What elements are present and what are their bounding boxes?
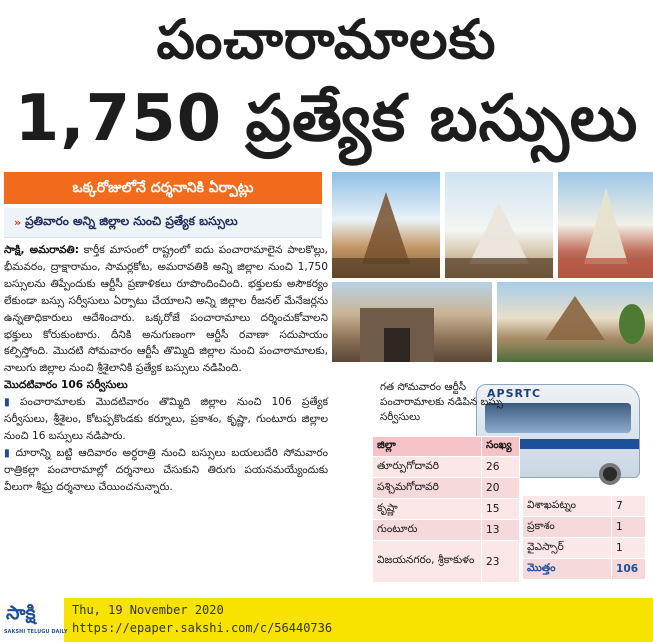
table-row [523, 538, 646, 559]
headline-line-1: పంచారామాలకు [156, 8, 497, 71]
logo-wordmark: సాక్షి [6, 602, 36, 624]
district-cell: పశ్చిమగోదావరి [373, 478, 482, 499]
table-row [373, 520, 520, 541]
bullet-item-1 [4, 394, 328, 445]
paragraph-text: కార్తీక మాసంలో రాష్ట్రంలో ఐదు పంచారామాలైన పాలకొల్లు, భీమవరం, ద్రాక్షారామం, సామర్లకోట, అమరావతికి అన్ని జిల్లాల నుంచి 1,750 బస్సులను తిప్పేందుకు ఆర్టీసీ ప్రణాళికలు రూపొందించింది. భక్తులకు అసౌకర్యం లేకుండా బస్సు సర్వీసులు ఏర్పాటు చేయాలని అన్ని జిల్లాల రీజనల్ మేనేజర్లను ఉన్నతాధికారులు ఆదేశించారు. ఒక్కరోజే పంచారామాలు దర్శించుకోవాలని భక్తులు కోరుకుంటారు. దీనికి అనుగుణంగా ఆర్టీసీ రవాణా సదుపాయం కల్పిస్తోంది. మొదటి సోమవారం ఆర్టీసీ తొమ్మిది జిల్లాల నుంచి పంచారామాలకు, నాలుగు జిల్లాల నుంచి శ్రీశైలానికి ప్రత్యేక బస్సులు నడిపింది. [4, 244, 328, 375]
temple-photo-5 [497, 282, 653, 362]
temple-photo-3 [558, 172, 653, 278]
epaper-link[interactable]: https://epaper.sakshi.com/c/56440736 [72, 621, 333, 635]
bullet-marker-icon: ▮ [4, 396, 10, 409]
table-total-row [523, 559, 646, 580]
total-label-cell: మొత్తం [523, 559, 612, 580]
table-row [523, 517, 646, 538]
temple-photo-1 [332, 172, 440, 278]
district-cell: ప్రకాశం [523, 517, 612, 538]
count-cell: 7 [612, 496, 646, 517]
sakshi-logo[interactable] [0, 598, 68, 642]
temple-photo-4 [332, 282, 492, 362]
services-table-left [372, 436, 520, 583]
article-body [4, 242, 328, 496]
headline-line-2: 1,750 ప్రత్యేక బస్సులు [14, 82, 639, 156]
article-subhead [4, 377, 328, 394]
table-title: గత సోమవారం ఆర్టీసీ పంచారామాలకు నడిపిన బస్సు సర్వీసులు [380, 381, 503, 423]
column-header-count: సంఖ్య [482, 437, 520, 457]
bullet-item-2 [4, 445, 328, 496]
subdeck-text: ప్రతివారం అన్ని జిల్లాల నుంచి ప్రత్యేక బస్సులు [25, 214, 238, 228]
table-row [373, 478, 520, 499]
services-table-right [522, 495, 646, 580]
table-header-row [373, 437, 520, 457]
bullet-text-2: దూరాన్ని బట్టి ఆదివారం అర్ధరాత్రి నుంచి బస్సులు బయలుదేరి సోమవారం రాత్రికల్లా పంచారామాల్లో దర్శనాలు చేసుకుని తిరుగు పయనమయ్యేందుకు వీలుగా శీఘ్ర దర్శనాలు చేయించనున్నారు. [4, 446, 328, 493]
table-row [373, 499, 520, 520]
kicker-banner: ఒక్కరోజులోనే దర్శనానికి ఏర్పాట్లు [4, 172, 322, 204]
column-header-district: జిల్లా [373, 437, 482, 457]
temple-photo-2 [445, 172, 553, 278]
district-cell: తూర్పుగోదావరి [373, 457, 482, 478]
logo-subtitle: SAKSHI TELUGU DAILY [4, 630, 68, 635]
count-cell: 20 [482, 478, 520, 499]
temple-photo-collage [332, 172, 653, 362]
bullet-marker-icon: ▮ [4, 446, 10, 459]
table-row [373, 457, 520, 478]
bullet-text-1: పంచారామాలకు మొదటివారం తొమ్మిది జిల్లాల నుంచి 106 ప్రత్యేక సర్వీసులు, శ్రీశైలం, కోటప్పకొండకు కర్నూలు, ప్రకాశం, కృష్ణా, గుంటూరు జిల్లాల నుంచి 16 బస్సులు నడిపారు. [4, 396, 328, 442]
count-cell: 1 [612, 517, 646, 538]
count-cell: 26 [482, 457, 520, 478]
count-cell: 13 [482, 520, 520, 541]
article-paragraph [4, 242, 328, 377]
double-chevron-icon: » [14, 216, 22, 229]
table-row [523, 496, 646, 517]
district-cell: కృష్ణా [373, 499, 482, 520]
count-cell: 1 [612, 538, 646, 559]
count-cell: 15 [482, 499, 520, 520]
district-cell: విజయనగరం, శ్రీకాకుళం [373, 541, 482, 583]
count-cell: 23 [482, 541, 520, 583]
table-row [373, 541, 520, 583]
district-cell: గుంటూరు [373, 520, 482, 541]
footer-bar [0, 598, 653, 642]
subdeck [4, 208, 322, 238]
bus-brand-label: APSRTC [487, 387, 542, 400]
publication-date: Thu, 19 November 2020 [72, 603, 224, 617]
district-cell: వైఎస్సార్ [523, 538, 612, 559]
district-cell: విశాఖపట్నం [523, 496, 612, 517]
subhead-text: మొదటివారం 106 సర్వీసులు [4, 379, 128, 392]
headline [0, 0, 653, 168]
dateline: సాక్షి, అమరావతి: [4, 244, 79, 256]
total-count-cell: 106 [612, 559, 646, 580]
